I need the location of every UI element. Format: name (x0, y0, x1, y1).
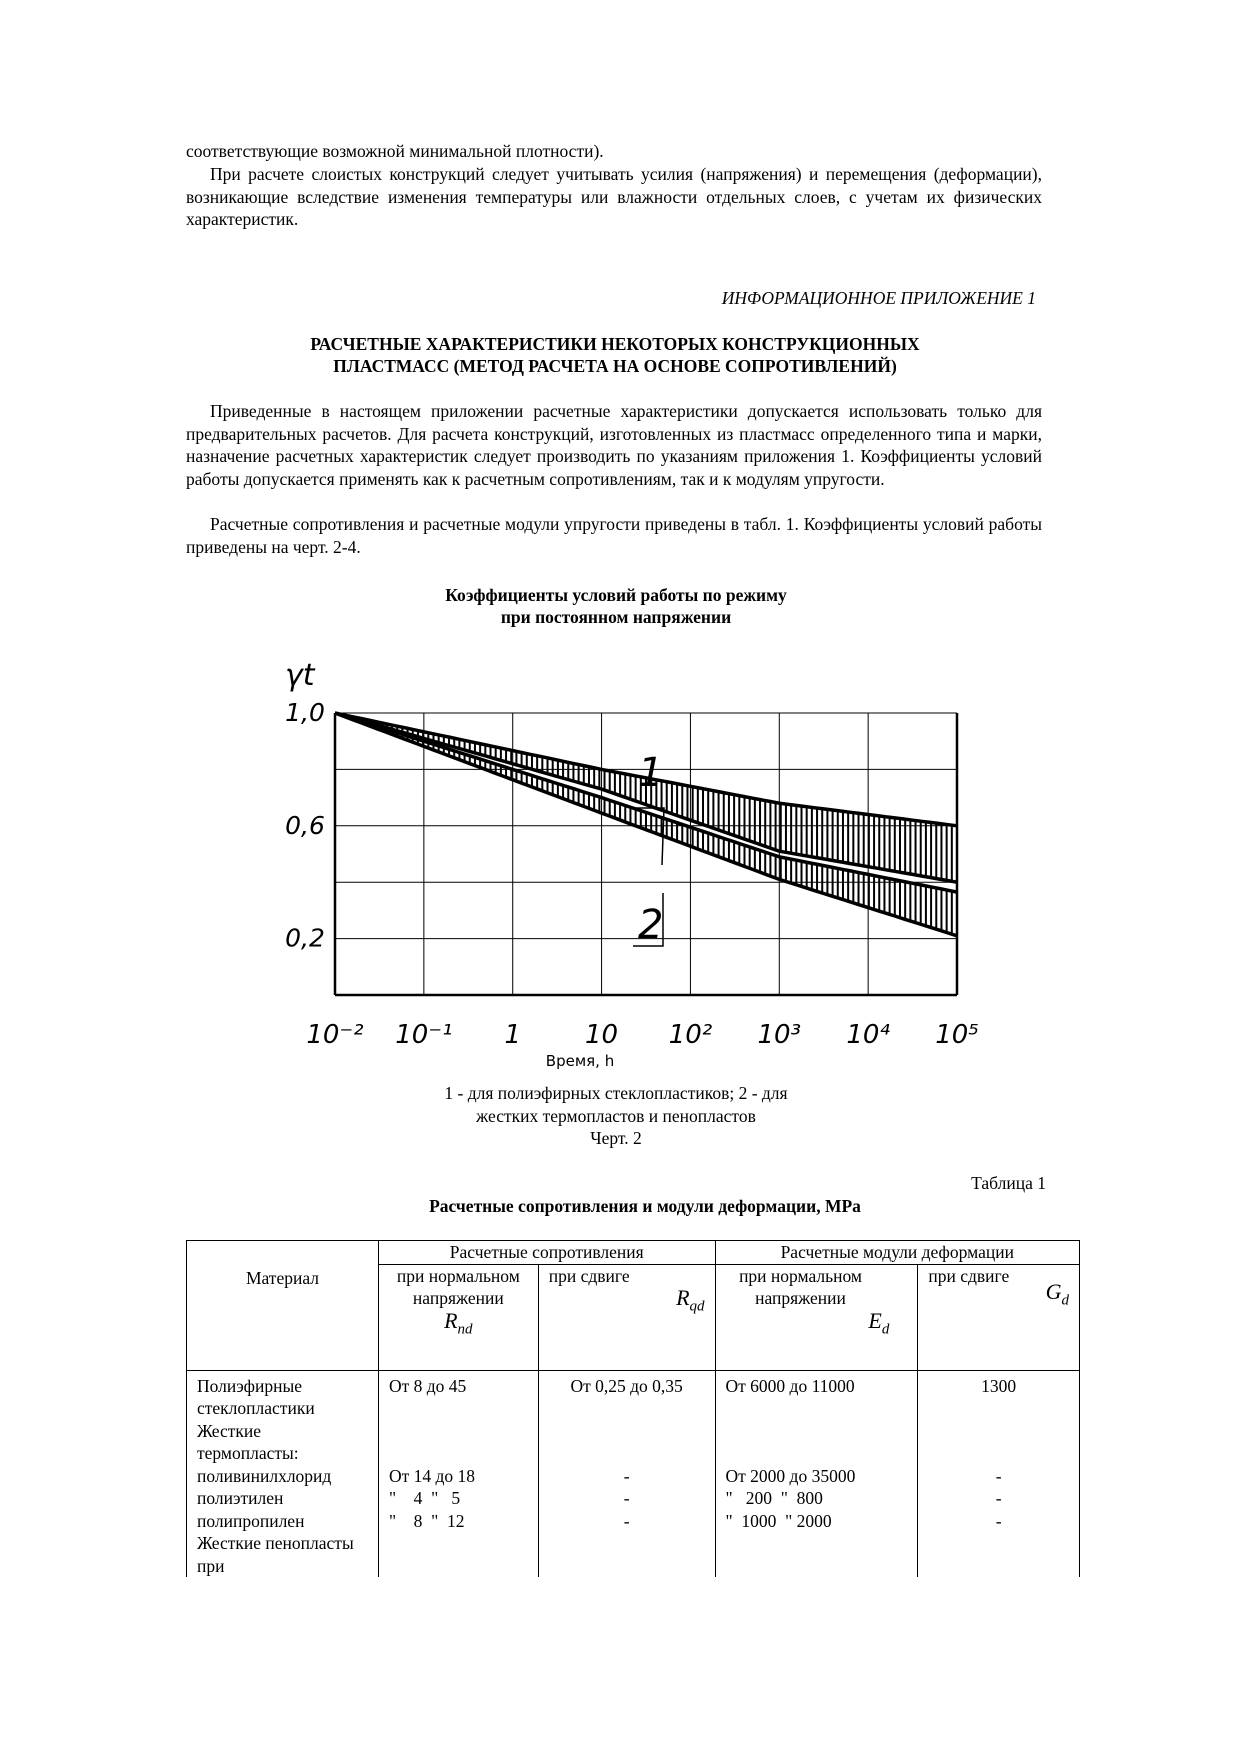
table-cell: От 8 до 45 (388, 1375, 467, 1396)
x-tick-label: 10³ (757, 1020, 802, 1050)
symbol: $G_d$ (1045, 1279, 1069, 1309)
x-tick-label: 10² (668, 1020, 713, 1050)
header-gd (918, 1264, 1080, 1370)
table-cell: - (995, 1488, 1002, 1508)
y-tick-label: 0,2 (285, 923, 325, 953)
table-cell: полиэтилен (197, 1488, 284, 1508)
header-text: при нормальном напряжении (396, 1265, 520, 1308)
table-title: Расчетные сопротивления и модули деформации, МРа (429, 1196, 861, 1216)
header-rqd (538, 1264, 715, 1370)
table-column (538, 1370, 715, 1577)
table-cell (549, 1532, 705, 1577)
chart-title (260, 584, 972, 628)
table-cell: Жесткие термопласты: (197, 1420, 299, 1463)
table-cell: - (995, 1465, 1002, 1486)
table-column (918, 1370, 1080, 1577)
table-cell: От 6000 до 11000 (725, 1375, 855, 1396)
section-title-line: РАСЧЕТНЫЕ ХАРАКТЕРИСТИКИ НЕКОТОРЫХ КОНСТРУКЦИОННЫХ (310, 334, 920, 354)
x-tick-label: 10⁻¹ (395, 1020, 453, 1050)
header-material: Материал (187, 1241, 379, 1371)
series-label-2: 2 (638, 902, 664, 948)
symbol: $R_{qd}$ (676, 1285, 705, 1315)
x-axis-label: Время, h (545, 1052, 615, 1070)
caption-line: жестких термопластов и пенопластов (476, 1105, 756, 1126)
section-title (200, 333, 1030, 377)
table-cell: " 8 " 12 (388, 1510, 465, 1531)
header-rnd (378, 1264, 538, 1370)
y-tick-label: 1,0 (285, 698, 325, 727)
table-cell: От 0,25 до 0,35 (570, 1375, 683, 1396)
chart-title-line: Коэффициенты условий работы по режиму (445, 585, 787, 605)
table-cell: " 1000 " 2000 (725, 1510, 832, 1531)
header-resistances: Расчетные сопротивления (378, 1241, 715, 1265)
paragraph: Расчетные сопротивления и расчетные модули упругости приведены в табл. 1. Коэффициенты условий работы приведены на черт. 2-4. (186, 514, 1042, 557)
table-label: Таблица 1 (971, 1173, 1046, 1193)
x-tick-label: 10⁴ (846, 1020, 890, 1050)
symbol: $E_d$ (868, 1307, 890, 1337)
series-label-1: 1 (638, 750, 664, 796)
creep-coefficient-chart (260, 650, 980, 1070)
table-cell: - (995, 1510, 1002, 1531)
table-cell: Жесткие пенопласты при (197, 1533, 354, 1576)
table-cell: поливинилхлорид (197, 1465, 332, 1486)
appendix-label: ИНФОРМАЦИОННОЕ ПРИЛОЖЕНИЕ 1 (721, 288, 1036, 308)
table-cell (928, 1532, 1069, 1577)
chart-caption (260, 1082, 972, 1150)
table-column (378, 1370, 538, 1577)
header-text: при сдвиге (548, 1265, 630, 1286)
table-cell (389, 1420, 528, 1465)
y-axis-label: γt (285, 658, 315, 693)
header-text: при сдвиге (928, 1265, 1010, 1286)
table-column (187, 1370, 379, 1577)
table-cell: От 2000 до 35000 (725, 1465, 856, 1486)
table-cell: - (623, 1465, 630, 1486)
header-moduli: Расчетные модули деформации (715, 1241, 1079, 1265)
paragraph: Приведенные в настоящем приложении расчетные характеристики допускается использовать только для предварительных расчетов. Для расчета конструкций, изготовленных из пластмасс определенного типа и марки, назначение расчетных характеристик следует производить по указаниям приложения 1. Коэффициенты условий работы допускается применять как к расчетным сопротивлениям, так и к модулям упругости. (186, 401, 1042, 489)
table-cell: полипропилен (197, 1510, 305, 1531)
table-cell (928, 1420, 1069, 1465)
y-tick-label: 0,6 (285, 810, 325, 840)
table-cell (549, 1420, 705, 1465)
table-cell: От 14 до 18 (388, 1465, 476, 1486)
properties-table (186, 1240, 1080, 1577)
table-cell (389, 1532, 528, 1577)
x-tick-label: 1 (504, 1020, 521, 1050)
x-tick-label: 10⁵ (935, 1020, 979, 1050)
paragraph: соответствующие возможной минимальной плотности). (186, 141, 604, 161)
figure-number: Черт. 2 (590, 1128, 642, 1148)
table-body (187, 1370, 1080, 1577)
header-text: при нормальном напряжении (739, 1265, 862, 1308)
x-tick-label: 10 (585, 1020, 619, 1050)
table-cell: " 200 " 800 (725, 1488, 823, 1508)
chart-title-line: при постоянном напряжении (500, 607, 732, 627)
table-cell: Полиэфирные стеклопластики (197, 1375, 315, 1418)
table-cell: " 4 " 5 (388, 1488, 461, 1508)
table-cell (726, 1532, 908, 1577)
paragraph: При расчете слоистых конструкций следует учитывать усилия (напряжения) и перемещения (деформации), возникающие вследствие изменения температуры или влажности отдельных слоев, с учетам их физических характеристик. (186, 164, 1042, 229)
table-cell (726, 1420, 908, 1465)
symbol: $R_{nd}$ (444, 1307, 473, 1337)
x-tick-label: 10⁻² (306, 1020, 364, 1050)
caption-line: 1 - для полиэфирных стеклопластиков; 2 - для (444, 1083, 788, 1103)
table-cell: - (623, 1510, 630, 1531)
header-ed (715, 1264, 918, 1370)
table-cell: 1300 (981, 1375, 1017, 1396)
section-title-line: ПЛАСТМАСС (МЕТОД РАСЧЕТА НА ОСНОВЕ СОПРОТИВЛЕНИЙ) (333, 356, 897, 376)
table-column (715, 1370, 918, 1577)
table-cell: - (623, 1488, 630, 1508)
